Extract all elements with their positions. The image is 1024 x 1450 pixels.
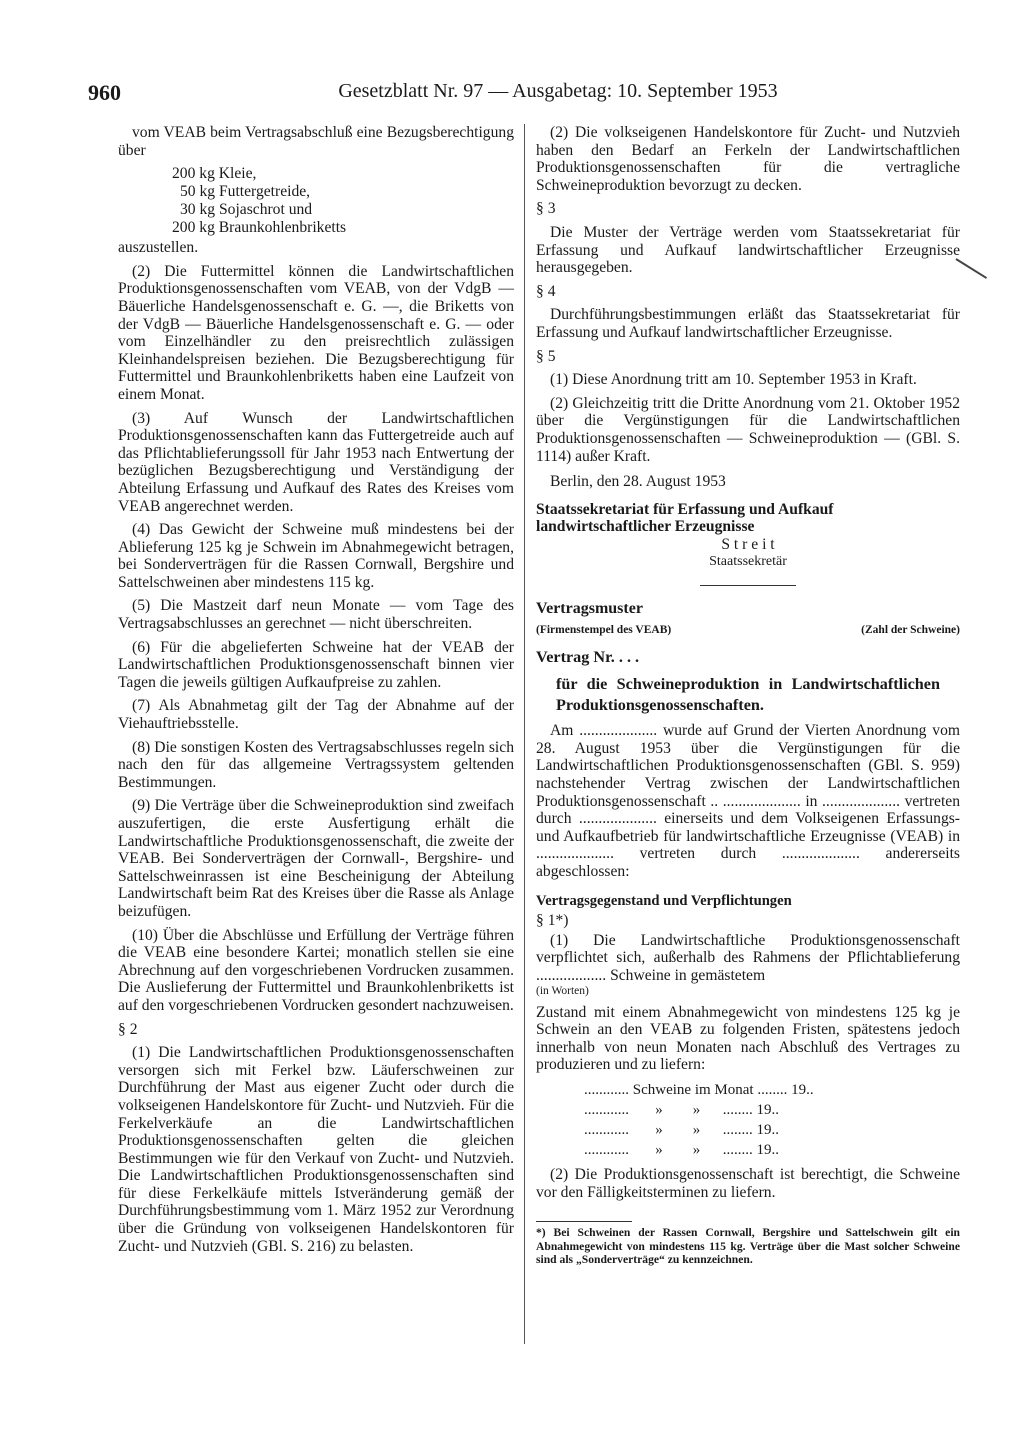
- section-5-paragraph-2: (2) Gleichzeitig tritt die Dritte Anordnung vom 21. Oktober 1952 über die Vergünstigungen für die Landwirtschaftlichen Produktionsgenossenschaften — Schweineproduktion — (GBl. S. 1114) außer Kraft.: [536, 394, 960, 465]
- schedule-row: ............ » » ........ 19..: [584, 1121, 779, 1138]
- schedule-row: ............ » » ........ 19..: [584, 1141, 779, 1158]
- section-2-paragraph-1: (1) Die Landwirtschaftlichen Produktionsgenossenschaften versorgen sich mit Ferkel bzw. Läuferschweinen zur Durchführung der Mast aus eigener Zucht oder durch die volkseigenen Handelskontore für Zucht- und Nutzvieh. Für die Ferkelverkäufe an die Landwirtschaftlichen Produktionsgenossenschaften gelten die gleichen Bestimmungen wie für den Verkauf von Zucht- und Nutzvieh. Die Landwirtschaftlichen Produktionsgenossenschaften sind für diese Ferkelkäufe mittels Istveränderung gemäß der Durchführungsbestimmung vom 1. März 1952 zur Verordnung über die Gründung von volkseigenen Handelskontoren für Zucht- und Nutzvieh (GBl. S. 216) zu belasten.: [118, 1044, 514, 1255]
- in-words-label: (in Worten): [536, 984, 589, 997]
- page-title: Gesetzblatt Nr. 97 — Ausgabetag: 10. September 1953: [338, 80, 778, 102]
- section-heading-5: § 5: [536, 347, 556, 365]
- paragraph-6: (6) Für die abgelieferten Schweine hat der VEAB der Landwirtschaftlichen Produktionsgenossenschaft binnen vier Tagen die jeweils gültigen Aufkaufpreise zu zahlen.: [118, 638, 514, 691]
- stamp-label: (Firmenstempel des VEAB): [536, 623, 672, 636]
- paragraph-9: (9) Die Verträge über die Schweineproduktion sind zweifach auszufertigen, die erste Ausfertigung erhält die Landwirtschaftliche Produktionsgenossenschaft, die zweite der VEAB. Bei Sonderverträgen der Cornwall-, Bergshire- und Sattelschweinrassen ist eine Bescheinigung der Abteilung Landwirtschaft beim Rat des Kreises über die Rasse als Anlage beizufügen.: [118, 797, 514, 920]
- paragraph-7: (7) Als Abnahmetag gilt der Tag der Abnahme auf der Viehauftriebsstelle.: [118, 697, 514, 733]
- section-rule: [700, 585, 796, 586]
- paragraph-5: (5) Die Mastzeit darf neun Monate — vom Tage des Vertragsabschlusses an gerechnet — nicht überschreiten.: [118, 597, 514, 633]
- contract-subtitle: für die Schweineproduktion in Landwirtschaftlichen Produktionsgenossenschaften.: [556, 675, 940, 715]
- section-4-text: Durchführungsbestimmungen erläßt das Staatssekretariat für Erfassung und Aufkauf landwirtschaftlicher Erzeugnisse.: [536, 306, 960, 341]
- section-2-paragraph-2: (2) Die volkseigenen Handelskontore für Zucht- und Nutzvieh haben den Bedarf an Ferkeln der Landwirtschaftlichen Produktionsgenossenschaften für die vertragliche Schweineproduktion bevorzugt zu decken.: [536, 124, 960, 194]
- section-1-paragraph-1a: (1) Die Landwirtschaftliche Produktionsgenossenschaft verpflichtet sich, außerhalb des Rahmens der Pflichtablieferung .................. Schweine in gemästetem: [536, 931, 960, 984]
- section-1-paragraph-2: (2) Die Produktionsgenossenschaft ist berechtigt, die Schweine vor den Fälligkeitsterminen zu liefern.: [536, 1165, 960, 1201]
- page-header: [88, 80, 968, 110]
- section-heading-2: § 2: [118, 1020, 138, 1038]
- delivery-schedule: [584, 1080, 960, 1160]
- footnote-rule: [536, 1221, 632, 1222]
- authority-line-2: landwirtschaftlicher Erzeugnisse: [536, 518, 755, 536]
- list-item: 200 kg Braunkohlenbriketts: [172, 219, 347, 237]
- form-title: Vertragsmuster: [536, 600, 643, 618]
- schedule-row: ............ » » ........ 19..: [584, 1101, 779, 1118]
- delivery-list: [172, 165, 514, 237]
- paragraph-8: (8) Die sonstigen Kosten des Vertragsabschlusses regeln sich nach den für das allgemeine Vertragssystem geltenden Bestimmungen.: [118, 738, 514, 791]
- section-5-paragraph-1: (1) Diese Anordnung tritt am 10. September 1953 in Kraft.: [550, 371, 917, 389]
- signer-name: S t r e i t: [721, 535, 775, 553]
- subject-heading: Vertragsgegenstand und Verpflichtungen: [536, 892, 792, 909]
- authority-line-1: Staatssekretariat für Erfassung und Aufkauf: [536, 500, 834, 518]
- contract-title: Vertrag Nr. . . .: [536, 648, 640, 667]
- paragraph-intro: vom VEAB beim Vertragsabschluß eine Bezugsberechtigung über: [118, 124, 514, 159]
- section-1-paragraph-1b: Zustand mit einem Abnahmegewicht von mindestens 125 kg je Schwein an den VEAB zu folgenden Fristen, spätestens jedoch innerhalb von neun Monaten nach Abschluß des Vertrages zu produzieren und zu liefern:: [536, 1003, 960, 1074]
- paragraph-2: (2) Die Futtermittel können die Landwirtschaftlichen Produktionsgenossenschaften vom VEAB, von der VdgB — Bäuerliche Handelsgenossenschaft e. G. —, die Briketts von der VdgB — Bäuerliche Handelsgenossenschaft e. G. — oder vom Einzelhändler zu den preisrechtlich zulässigen Kleinhandelspreisen beziehen. Die Bezugsberechtigung für Futtermittel und Braunkohlenbriketts haben eine Laufzeit von einem Monat.: [118, 262, 514, 403]
- column-divider: [524, 124, 525, 1344]
- section-3-text: Die Muster der Verträge werden vom Staatssekretariat für Erfassung und Aufkauf landwirtschaftlicher Erzeugnisse herausgegeben.: [536, 223, 960, 277]
- page-number: 960: [88, 80, 121, 105]
- left-column: [118, 124, 514, 1261]
- form-stamp-row: [536, 622, 960, 640]
- list-item: 200 kg Kleie,: [172, 165, 257, 183]
- section-heading-3: § 3: [536, 200, 556, 218]
- right-column: [536, 124, 960, 1272]
- section-heading-1: § 1*): [536, 912, 569, 930]
- paragraph-10: (10) Über die Abschlüsse und Erfüllung der Verträge führen die VEAB eine besondere Kartei; monatlich stellen sie eine Abrechnung auf den vorgeschriebenen Vordrucken zusammen. Die Auslieferung der Futtermittel und Braunkohlenbriketts ist auf den vorgeschriebenen Vordrucken gesondert nachzuweisen.: [118, 926, 514, 1014]
- paragraph-4: (4) Das Gewicht der Schweine muß mindestens bei der Ablieferung 125 kg je Schwein im Abnahmegewicht betragen, bei Sonderverträgen für die Rassen Cornwall, Bergshire und Sattelschweinen aber mindestens 115 kg.: [118, 521, 514, 591]
- contract-intro: Am .................... wurde auf Grund der Vierten Anordnung vom 28. August 1953 über die Vergünstigungen für die Landwirtschaftlichen Produktionsgenossenschaften (GBl. S. 959) nachstehender Vertrag zwischen der Landwirtschaftlichen Produktionsgenossenschaft .. .................... in .................... vertreten durch .................... einerseits und dem Volkseigenen Erfassungs- und Aufkaufbetrieb für landwirtschaftliche Erzeugnisse (VEAB) in .................... vertreten durch .................... andererseits abgeschlossen:: [536, 722, 960, 880]
- footnote: *) Bei Schweinen der Rassen Cornwall, Bergshire und Sattelschwein gilt ein Abnahmegewicht von mindestens 115 kg. Verträge über die Mast solcher Schweine sind als „Sonderverträge“ zu kennzeichnen.: [536, 1226, 960, 1266]
- paragraph-3: (3) Auf Wunsch der Landwirtschaftlichen Produktionsgenossenschaften kann das Futtergetreide auch auf das Pflichtablieferungssoll für Jahr 1953 nach Entwertung der bezüglichen Bezugsberechtigung und Verständigung der Abteilung Erfassung und Aufkauf des Rates des Kreises vom VEAB angerechnet werden.: [118, 409, 514, 515]
- margin-mark: [955, 258, 987, 279]
- schedule-row: ............ Schweine im Monat ........ 19..: [584, 1081, 814, 1098]
- section-heading-4: § 4: [536, 282, 556, 300]
- list-item: 30 kg Sojaschrot und: [180, 201, 313, 219]
- count-label: (Zahl der Schweine): [861, 623, 960, 636]
- list-item: 50 kg Futtergetreide,: [180, 183, 311, 201]
- signer-title: Staatssekretär: [709, 554, 787, 570]
- signature-date: Berlin, den 28. August 1953: [550, 473, 726, 491]
- paragraph-items-end: auszustellen.: [118, 239, 199, 257]
